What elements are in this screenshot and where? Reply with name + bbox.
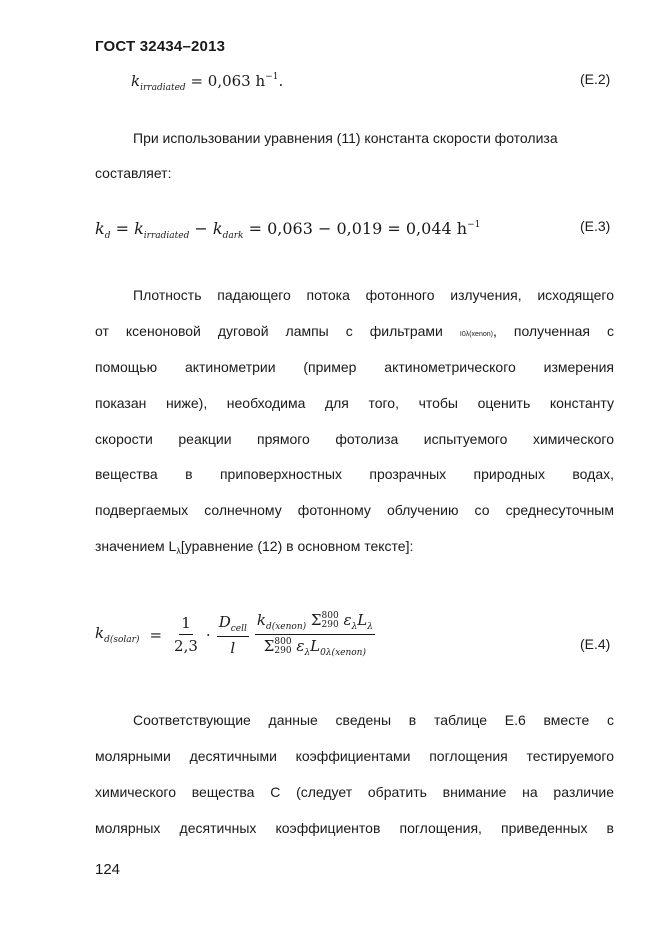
fraction-3-numerator — [255, 611, 375, 635]
paragraph-3-line-3: химического вещества С (следует обратить внимание на различие — [95, 784, 614, 800]
eq-symbol: k — [131, 72, 141, 90]
eq-period: . — [278, 72, 284, 90]
line-tail: [уравнение (12) в основном тексте]: — [180, 538, 414, 554]
eq-subscript-irradiated: irradiated — [143, 231, 190, 241]
eq-symbol-kdark: k — [212, 219, 223, 238]
equation-e2 — [131, 72, 283, 93]
symbol-L: L — [310, 637, 321, 655]
paragraph-2-line-7: подвергаемых солнечному фотонному облучению со среднесуточным — [95, 502, 614, 518]
document-header: ГОСТ 32434–2013 — [95, 38, 226, 55]
fraction-1 — [172, 614, 200, 655]
equation-number-e2: (E.2) — [580, 71, 611, 87]
equation-e4 — [95, 611, 375, 658]
fraction-2-numerator — [217, 613, 249, 637]
paragraph-3-line-1: Соответствующие данные сведены в таблице Е.6 вместе с — [133, 712, 614, 728]
fraction-2 — [217, 613, 249, 657]
eq-dot: · — [205, 625, 211, 644]
symbol-epsilon: ε — [343, 611, 352, 629]
tiny-label: I0λ(xenon) — [459, 331, 493, 338]
subscript-xenon: d(xenon) — [265, 622, 307, 632]
paragraph-2-line-3: помощью актинометрии (пример актинометрического измерения — [95, 359, 614, 375]
subscript-xenon: 0λ(xenon) — [320, 648, 366, 658]
subscript-lambda: λ — [367, 622, 373, 632]
eq-subscript: irradiated — [140, 83, 186, 93]
paragraph-2-line-2 — [95, 323, 614, 339]
equation-number-e3: (E.3) — [580, 218, 611, 234]
eq-symbol-kirr: k — [134, 219, 144, 238]
symbol-epsilon: ε — [296, 637, 305, 655]
eq-superscript: −1 — [467, 220, 481, 230]
eq-equals: = — [115, 219, 129, 238]
fraction-3 — [255, 611, 375, 658]
eq-subscript-dark: dark — [222, 231, 244, 241]
subscript-lambda: λ — [304, 648, 311, 658]
paragraph-1-line-1: При использовании уравнения (11) константа скорости фотолиза — [133, 130, 558, 146]
eq-equals: = — [149, 625, 163, 644]
subscript-cell: cell — [230, 623, 247, 634]
eq-subscript-solar: d(solar) — [104, 635, 140, 645]
equation-number-e4: (E.4) — [580, 636, 611, 652]
eq-value: = 0,063 h — [190, 72, 266, 90]
sum-lower: 290 — [321, 620, 339, 630]
symbol-D: D — [218, 612, 231, 631]
fraction-1-numerator: 1 — [179, 614, 193, 635]
subscript-lambda: λ — [351, 622, 358, 632]
sum-upper: 800 — [321, 611, 339, 621]
paragraph-2-line-1 — [133, 287, 614, 303]
eq-lhs — [95, 624, 139, 645]
symbol-k: k — [256, 611, 266, 629]
paragraph-2-line-4: показан ниже), необходима для того, чтобы оценить константу — [95, 395, 614, 411]
fraction-1-denominator: 2,3 — [174, 637, 198, 655]
eq-value: = 0,063 − 0,019 = 0,044 h — [248, 219, 468, 238]
sum-limits — [322, 612, 339, 630]
page-number: 124 — [95, 861, 121, 878]
lambda-subscript: λ — [176, 546, 181, 556]
eq-minus: − — [194, 219, 208, 238]
line-tail: , полученная с — [492, 323, 614, 339]
sum-lower: 290 — [274, 646, 292, 656]
eq-symbol-k: k — [95, 624, 105, 642]
fraction-3-denominator — [262, 635, 368, 658]
line-text: от ксеноновой дуговой лампы с фильтрами — [95, 323, 443, 339]
symbol-L: L — [357, 611, 368, 629]
sum-symbol: Σ — [310, 611, 322, 629]
paragraph-3-line-4: молярных десятичных коэффициентов поглощения, приведенных в — [95, 820, 614, 836]
line-text: значением L — [95, 538, 177, 554]
equation-e3 — [95, 219, 480, 241]
paragraph-3-line-2: молярными десятичными коэффициентами поглощения тестируемого — [95, 748, 614, 764]
fraction-2-denominator: l — [230, 638, 236, 657]
sum-limits — [274, 638, 291, 656]
paragraph-2-line-5: скорости реакции прямого фотолиза испытуемого химического — [95, 431, 614, 447]
sum-symbol: Σ — [263, 637, 275, 655]
paragraph-2-line-8 — [95, 538, 614, 556]
sum-upper: 800 — [274, 637, 292, 647]
eq-symbol-kd: k — [95, 219, 105, 238]
paragraph-1-line-2: составляет: — [95, 165, 172, 181]
paragraph-2-line-6: вещества в приповерхностных прозрачных природных водах, — [95, 466, 614, 482]
eq-subscript-d: d — [104, 231, 111, 241]
eq-superscript: −1 — [265, 72, 279, 82]
line-text: Плотность падающего потока фотонного излучения, исходящего — [133, 287, 614, 303]
